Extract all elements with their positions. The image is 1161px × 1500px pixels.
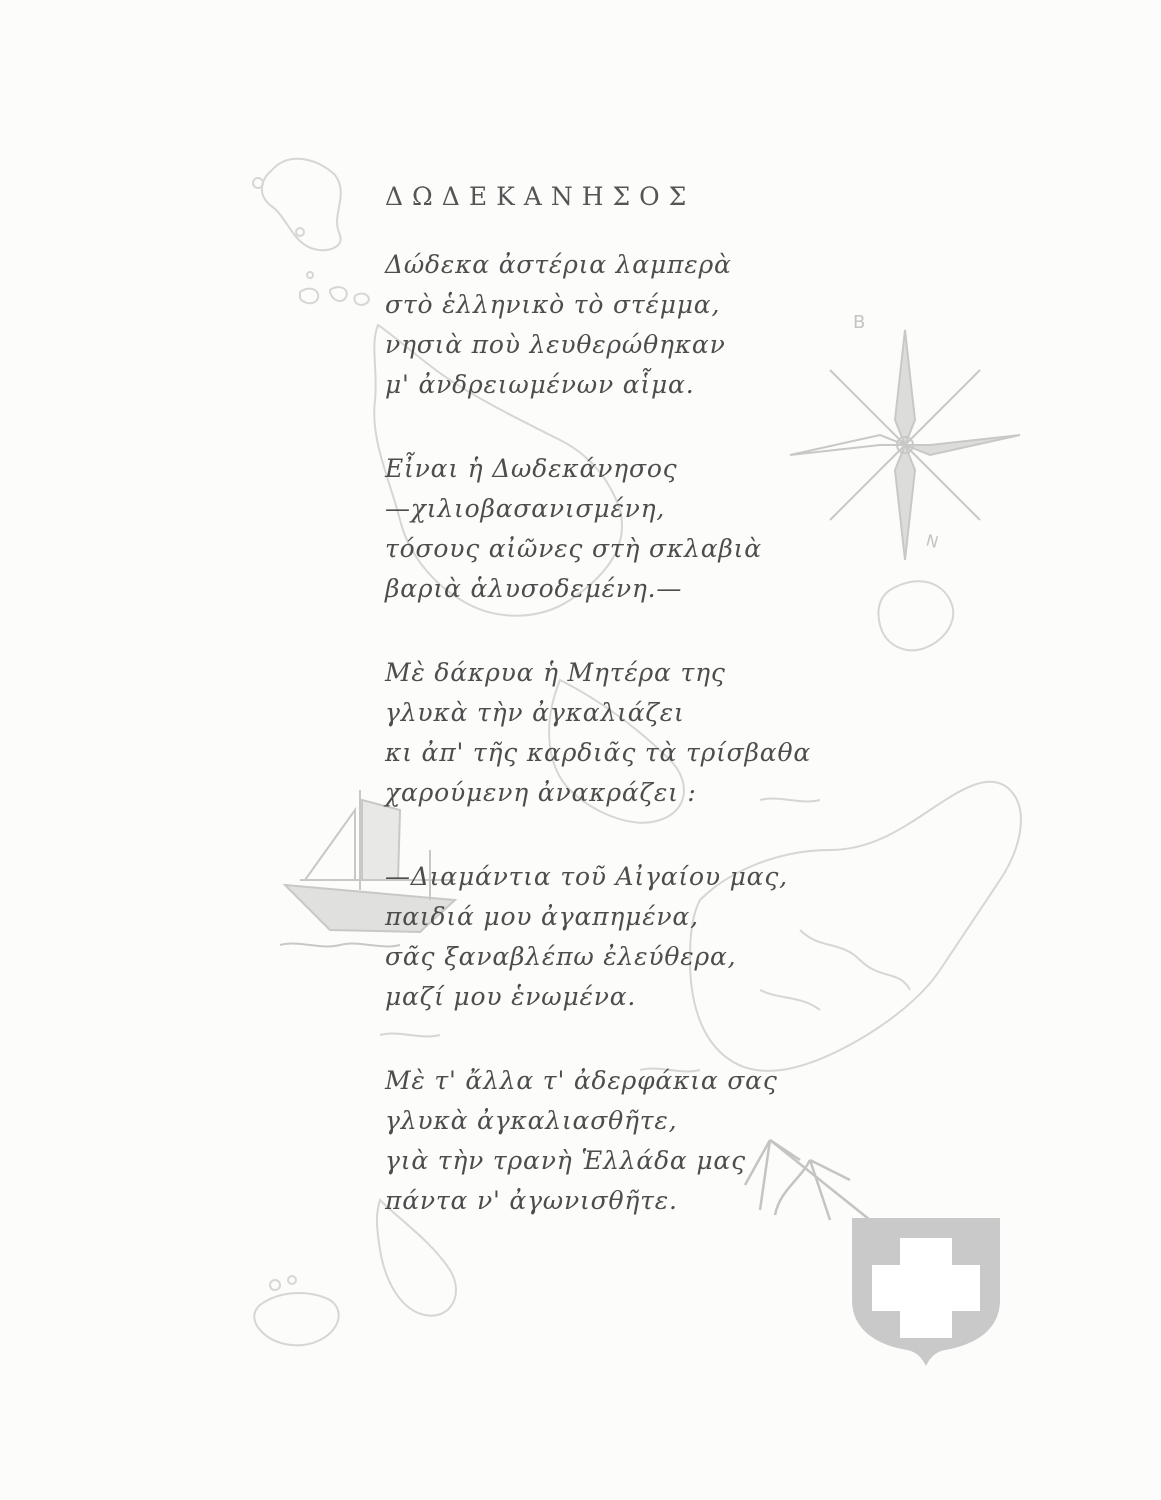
poem-line: παιδιά μου ἀγαπημένα, (385, 902, 699, 931)
stanza-3 (385, 653, 855, 813)
poem-line: σᾶς ξαναβλέπω ἐλεύθερα, (385, 942, 737, 971)
poem-line: γιὰ τὴν τρανὴ Ἑλλάδα μας (385, 1146, 746, 1175)
stanza-2 (385, 449, 855, 609)
poem-line: τόσους αἰῶνες στὴ σκλαβιὰ (385, 534, 762, 563)
compass-south-letter: N (923, 530, 941, 552)
islets-row (300, 287, 369, 305)
poem-line: χαρούμενη ἀνακράζει : (385, 778, 697, 807)
poem-line: γλυκὰ ἀγκαλιασθῆτε, (385, 1106, 678, 1135)
poem (385, 182, 855, 1265)
poem-line: γλυκὰ τὴν ἀγκαλιάζει (385, 698, 685, 727)
poem-line: —Διαμάντια τοῦ Αἰγαίου μας, (385, 862, 788, 891)
island-bottom-left (254, 1293, 338, 1345)
poem-line: μαζί μου ἑνωμένα. (385, 982, 637, 1011)
stanza-4 (385, 857, 855, 1017)
shield-icon (852, 1218, 1000, 1366)
poem-line: βαριὰ ἁλυσοδεμένη.— (385, 574, 683, 603)
island-right-small (878, 581, 953, 650)
stanza-5 (385, 1061, 855, 1221)
compass-north-letter: B (853, 312, 866, 333)
poem-title: ΔΩΔΕΚΑΝΗΣΟΣ (385, 182, 696, 211)
poem-line: Μὲ τ' ἄλλα τ' ἀδερφάκια σας (385, 1066, 778, 1095)
poem-line: Εἶναι ἡ Δωδεκάνησος (385, 454, 678, 483)
stanza-1 (385, 245, 855, 405)
poem-line: στὸ ἑλληνικὸ τὸ στέμμα, (385, 290, 721, 319)
poem-line: Μὲ δάκρυα ἡ Μητέρα της (385, 658, 726, 687)
poem-line: Δώδεκα ἀστέρια λαμπερὰ (385, 250, 732, 279)
poem-line: μ' ἀνδρειωμένων αἷμα. (385, 370, 695, 399)
poem-line: πάντα ν' ἀγωνισθῆτε. (385, 1186, 678, 1215)
poem-line: —χιλιοβασανισμένη, (385, 494, 666, 523)
poem-line: νησιὰ ποὺ λευθερώθηκαν (385, 330, 726, 359)
poem-line: κι ἀπ' τῆς καρδιᾶς τὰ τρίσβαθα (385, 738, 812, 767)
